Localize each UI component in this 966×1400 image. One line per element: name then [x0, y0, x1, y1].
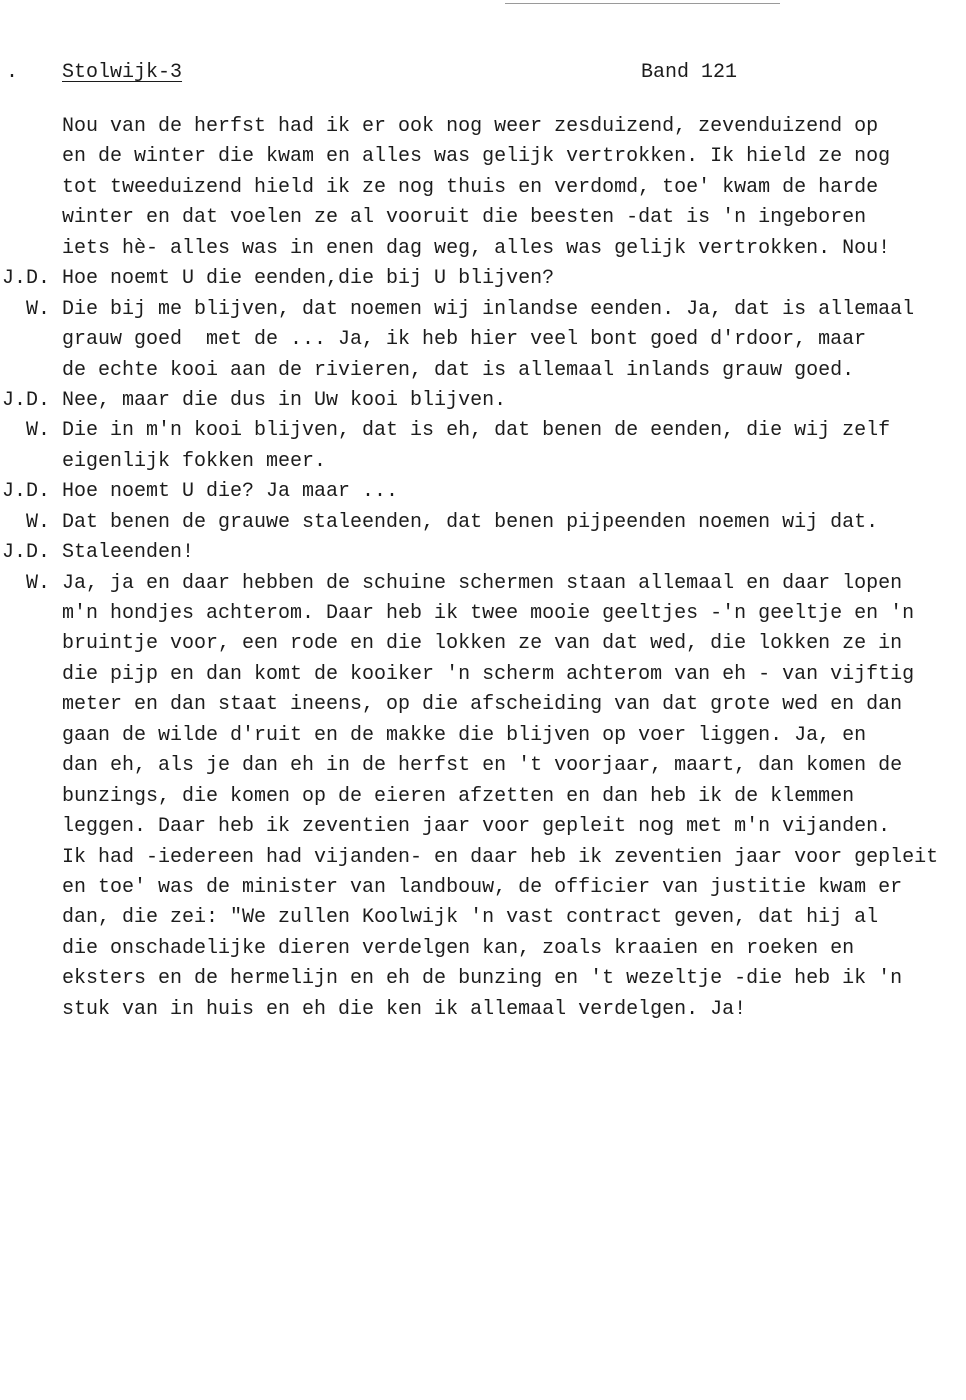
speaker-label: J.D. [1, 480, 50, 504]
line-text: m'n hondjes achterom. Daar heb ik twee mooie geeltjes -'n geeltje en 'n [62, 602, 915, 625]
line-text: eksters en de hermelijn en eh de bunzing en 't wezeltje -die heb ik 'n [62, 967, 903, 991]
speaker-label [0, 629, 62, 659]
speaker-label [0, 112, 62, 142]
transcript-line [0, 812, 966, 842]
line-text: tot tweeduizend hield ik ze nog thuis en verdomd, toe' kwam de harde [62, 175, 879, 199]
line-text: die pijp en dan komt de kooiker 'n scherm achterom van eh - van vijftig [62, 662, 915, 686]
line-text: en de winter die kwam en alles was gelijk vertrokken. Ik hield ze nog [62, 145, 891, 169]
line-text: dan eh, als je dan eh in de herfst en 't voorjaar, maart, dan komen de [62, 754, 903, 778]
line-text: bunzings, die komen op de eieren afzetten en dan heb ik de klemmen [62, 784, 855, 808]
speaker-label: J.D. [1, 267, 50, 291]
transcript-line [0, 295, 966, 325]
transcript-line [0, 538, 966, 568]
line-text: Die bij me blijven, dat noemen wij inlandse eenden. Ja, dat is allemaal [62, 297, 915, 321]
speaker-label [0, 599, 62, 629]
transcript-line [0, 964, 966, 994]
transcript-line [0, 112, 966, 142]
transcript-line [0, 995, 966, 1025]
transcript-line [0, 721, 966, 751]
line-text: bruintje voor, een rode en die lokken ze van dat wed, die lokken ze in [62, 632, 903, 656]
speaker-label: W. [25, 297, 50, 321]
speaker-label [0, 782, 62, 812]
transcript-line [0, 356, 966, 386]
document-title: Stolwijk-3 [62, 61, 183, 84]
transcript-line [0, 264, 966, 294]
speaker-label [0, 234, 62, 264]
speaker-label [0, 843, 62, 873]
speaker-label [0, 203, 62, 233]
line-text: Ik had -iedereen had vijanden- en daar heb ik zeventien jaar voor gepleit [62, 845, 939, 869]
speaker-label [0, 447, 62, 477]
transcript-body [0, 112, 966, 1025]
line-text: dan, die zei: "We zullen Koolwijk 'n vast contract geven, dat hij al [62, 906, 879, 930]
margin-mark: . [6, 61, 19, 84]
speaker-label [0, 812, 62, 842]
transcript-line [0, 569, 966, 599]
speaker-label [0, 751, 62, 781]
transcript-line [0, 751, 966, 781]
transcript-line [0, 660, 966, 690]
speaker-label [0, 995, 62, 1025]
line-text: Nee, maar die dus in Uw kooi blijven. [62, 388, 507, 412]
line-text: Nou van de herfst had ik er ook nog weer zesduizend, zevenduizend op [62, 115, 879, 138]
line-text: Ja, ja en daar hebben de schuine schermen staan allemaal en daar lopen [62, 571, 903, 595]
line-text: leggen. Daar heb ik zeventien jaar voor gepleit nog met m'n vijanden. [62, 815, 891, 839]
speaker-label [0, 142, 62, 172]
transcript-line [0, 690, 966, 720]
speaker-label [0, 173, 62, 203]
speaker-label [0, 873, 62, 903]
speaker-label: W. [25, 419, 50, 443]
speaker-label [0, 903, 62, 933]
transcript-line [0, 234, 966, 264]
speaker-label: W. [25, 571, 50, 595]
transcript-line [0, 873, 966, 903]
transcript-line [0, 782, 966, 812]
line-text: Hoe noemt U die eenden,die bij U blijven? [62, 267, 555, 291]
band-number: Band 121 [641, 61, 738, 84]
line-text: stuk van in huis en eh die ken ik allemaal verdelgen. Ja! [62, 997, 747, 1021]
line-text: die onschadelijke dieren verdelgen kan, zoals kraaien en roeken en [62, 936, 855, 960]
top-rule [505, 3, 780, 4]
transcript-line [0, 447, 966, 477]
line-text: de echte kooi aan de rivieren, dat is allemaal inlands grauw goed. [62, 358, 855, 382]
transcript-line [0, 843, 966, 873]
speaker-label [0, 964, 62, 994]
line-text: gaan de wilde d'ruit en de makke die blijven op voer liggen. Ja, en [62, 723, 867, 747]
transcript-line [0, 477, 966, 507]
transcript-line [0, 325, 966, 355]
line-text: winter en dat voelen ze al vooruit die beesten -dat is 'n ingeboren [62, 206, 867, 230]
speaker-label: J.D. [1, 388, 50, 412]
line-text: meter en dan staat ineens, op die afscheiding van dat grote wed en dan [62, 693, 903, 717]
transcript-line [0, 416, 966, 446]
transcript-line [0, 173, 966, 203]
line-text: en toe' was de minister van landbouw, de officier van justitie kwam er [62, 875, 903, 899]
speaker-label: J.D. [1, 541, 50, 565]
speaker-label [0, 934, 62, 964]
page-header [0, 58, 966, 88]
speaker-label [0, 721, 62, 751]
line-text: Die in m'n kooi blijven, dat is eh, dat benen de eenden, die wij zelf [62, 419, 891, 443]
speaker-label [0, 325, 62, 355]
speaker-label [0, 690, 62, 720]
line-text: iets hè- alles was in enen dag weg, alles was gelijk vertrokken. Nou! [62, 236, 891, 260]
transcript-line [0, 903, 966, 933]
transcript-line [0, 508, 966, 538]
line-text: Dat benen de grauwe staleenden, dat benen pijpeenden noemen wij dat. [62, 510, 879, 534]
speaker-label: W. [25, 510, 50, 534]
transcript-line [0, 934, 966, 964]
line-text: eigenlijk fokken meer. [62, 449, 327, 473]
line-text: grauw goed met de ... Ja, ik heb hier veel bont goed d'rdoor, maar [62, 328, 867, 352]
transcript-line [0, 386, 966, 416]
transcript-line [0, 203, 966, 233]
transcript-line [0, 599, 966, 629]
line-text: Hoe noemt U die? Ja maar ... [62, 480, 399, 504]
line-text: Staleenden! [62, 541, 195, 565]
speaker-label [0, 660, 62, 690]
speaker-label [0, 356, 62, 386]
transcript-line [0, 629, 966, 659]
transcript-line [0, 142, 966, 172]
